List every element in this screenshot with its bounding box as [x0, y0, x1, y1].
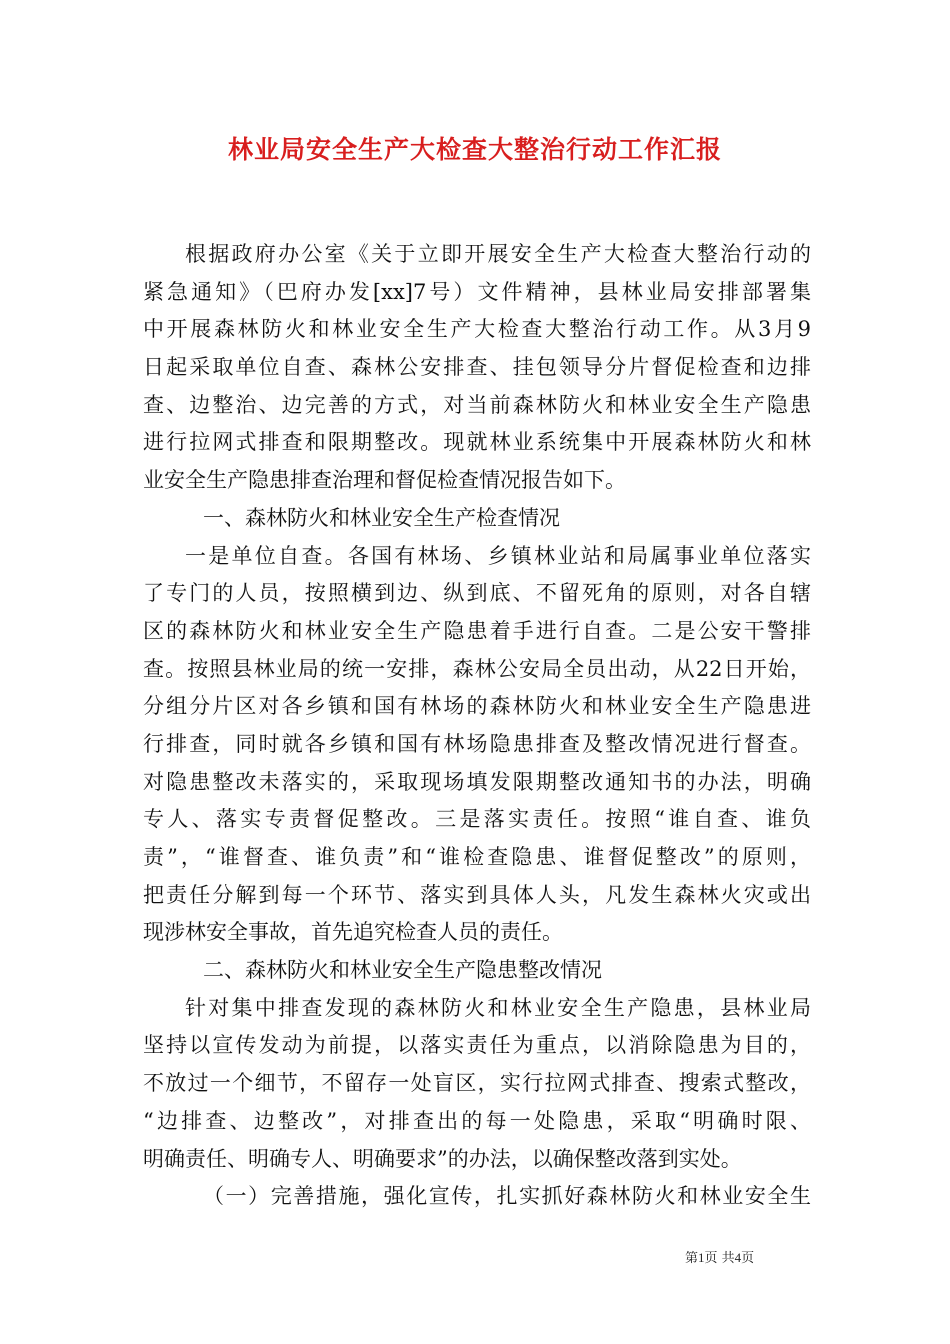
- paragraph-line: 针对集中排查发现的森林防火和林业安全生产隐患，县林业局: [185, 995, 811, 1020]
- paragraph-line: “边排查、边整改”，对排查出的每一处隐患，采取“明确时限、: [143, 1108, 811, 1133]
- footer-page-number: 1: [698, 1250, 705, 1265]
- footer-total-pages: 4: [734, 1250, 742, 1265]
- paragraph-line: 不放过一个细节，不留存一处盲区，实行拉网式排查、搜索式整改，: [143, 1071, 811, 1096]
- paragraph-line: 现涉林安全事故，首先追究检查人员的责任。: [143, 920, 563, 945]
- paragraph-line: 一是单位自查。各国有林场、乡镇林业站和局属事业单位落实: [185, 543, 811, 568]
- paragraph-line: 区的森林防火和林业安全生产隐患着手进行自查。二是公安干警排: [143, 618, 811, 643]
- paragraph-line: 对隐患整改未落实的，采取现场填发限期整改通知书的办法，明确: [143, 769, 811, 794]
- footer-prefix: 第: [685, 1251, 699, 1266]
- paragraph-line: 把责任分解到每一个环节、落实到具体人头，凡发生森林火灾或出: [143, 882, 811, 907]
- paragraph-line: 查。按照县林业局的统一安排，森林公安局全员出动，从22日开始，: [143, 656, 811, 681]
- paragraph-line: 分组分片区对各乡镇和国有林场的森林防火和林业安全生产隐患进: [143, 694, 811, 719]
- paragraph-line: 查、边整治、边完善的方式，对当前森林防火和林业安全生产隐患: [143, 392, 811, 417]
- paragraph-line: 紧急通知》（巴府办发[xx]7号）文件精神，县林业局安排部署集: [143, 279, 811, 304]
- footer-middle: 页 共: [704, 1251, 735, 1266]
- paragraph-line: 日起采取单位自查、森林公安排查、挂包领导分片督促检查和边排: [143, 355, 811, 380]
- subsection-heading: （一）完善措施，强化宣传，扎实抓好森林防火和林业安全生: [203, 1184, 811, 1209]
- paragraph-line: 业安全生产隐患排查治理和督促检查情况报告如下。: [143, 468, 626, 493]
- section-heading-2: 二、森林防火和林业安全生产隐患整改情况: [203, 958, 602, 983]
- paragraph-line: 明确责任、明确专人、明确要求”的办法，以确保整改落到实处。: [143, 1146, 742, 1171]
- document-title: 林业局安全生产大检查大整治行动工作汇报: [227, 135, 722, 164]
- paragraph-line: 行排查，同时就各乡镇和国有林场隐患排查及整改情况进行督查。: [143, 731, 811, 756]
- paragraph-line: 责”，“谁督查、谁负责”和“谁检查隐患、谁督促整改”的原则，: [143, 845, 811, 869]
- paragraph-line: 坚持以宣传发动为前提，以落实责任为重点，以消除隐患为目的，: [143, 1033, 811, 1058]
- paragraph-line: 了专门的人员，按照横到边、纵到底、不留死角的原则，对各自辖: [143, 581, 811, 606]
- footer-suffix: 页: [741, 1251, 755, 1266]
- document-body: [143, 236, 811, 1216]
- paragraph-line: 专人、落实专责督促整改。三是落实责任。按照“谁自查、谁负: [143, 807, 811, 832]
- paragraph-line: 根据政府办公室《关于立即开展安全生产大检查大整治行动的: [185, 242, 811, 266]
- page-footer: [685, 1247, 754, 1266]
- paragraph-line: 进行拉网式排查和限期整改。现就林业系统集中开展森林防火和林: [143, 430, 811, 455]
- section-heading-1: 一、森林防火和林业安全生产检查情况: [203, 505, 560, 530]
- paragraph-line: 中开展森林防火和林业安全生产大检查大整治行动工作。从3月9: [143, 317, 811, 342]
